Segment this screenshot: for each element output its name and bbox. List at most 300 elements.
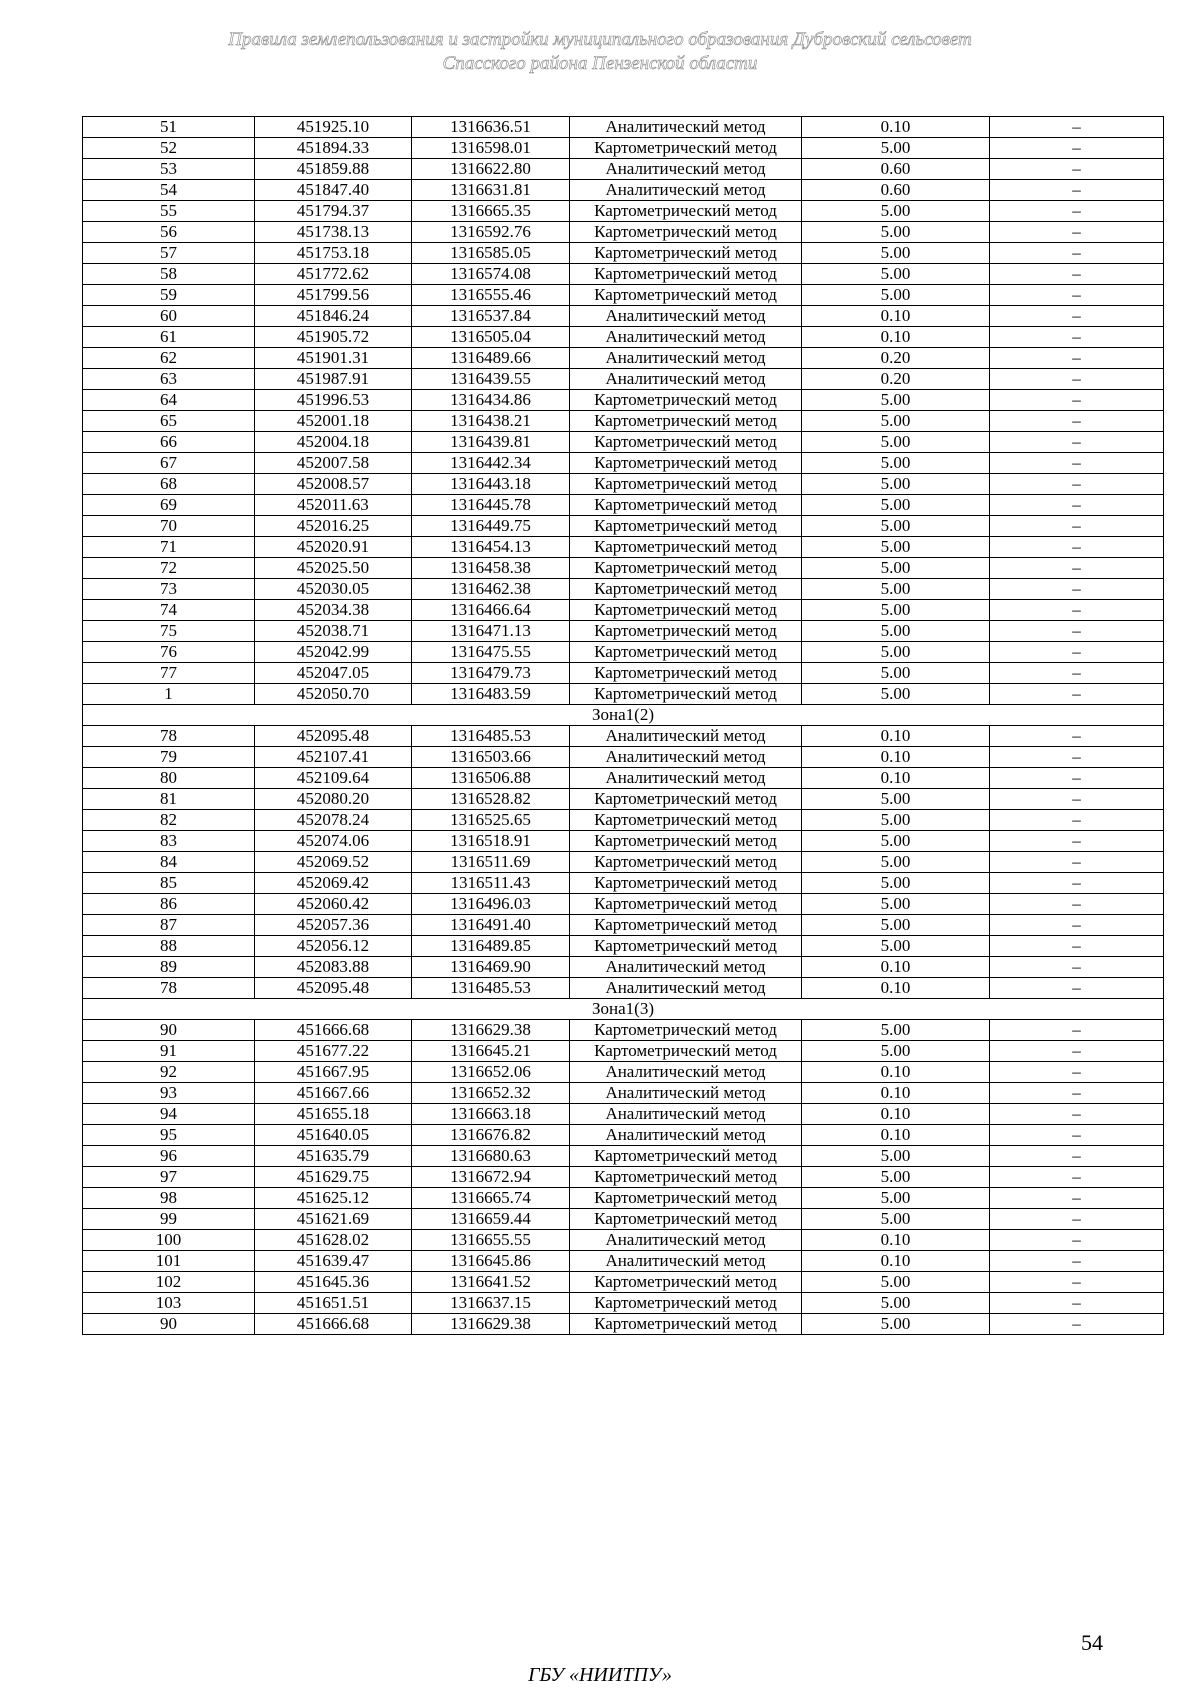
point-number-cell: 82 (83, 810, 255, 831)
description-cell: – (990, 117, 1164, 138)
method-cell: Аналитический метод (570, 747, 802, 768)
method-cell: Картометрический метод (570, 222, 802, 243)
description-cell: – (990, 390, 1164, 411)
accuracy-cell: 5.00 (802, 558, 990, 579)
method-cell: Картометрический метод (570, 852, 802, 873)
accuracy-cell: 0.10 (802, 1062, 990, 1083)
method-cell: Аналитический метод (570, 1083, 802, 1104)
description-cell: – (990, 621, 1164, 642)
x-coordinate-cell: 451901.31 (255, 348, 412, 369)
method-cell: Картометрический метод (570, 684, 802, 705)
table-row (83, 789, 1164, 810)
x-coordinate-cell: 452004.18 (255, 432, 412, 453)
description-cell: – (990, 453, 1164, 474)
y-coordinate-cell: 1316631.81 (412, 180, 570, 201)
accuracy-cell: 5.00 (802, 1146, 990, 1167)
method-cell: Картометрический метод (570, 1041, 802, 1062)
x-coordinate-cell: 451625.12 (255, 1188, 412, 1209)
description-cell: – (990, 474, 1164, 495)
accuracy-cell: 0.10 (802, 327, 990, 348)
x-coordinate-cell: 452050.70 (255, 684, 412, 705)
description-cell: – (990, 978, 1164, 999)
accuracy-cell: 5.00 (802, 852, 990, 873)
description-cell: – (990, 558, 1164, 579)
accuracy-cell: 5.00 (802, 222, 990, 243)
description-cell: – (990, 1314, 1164, 1335)
accuracy-cell: 5.00 (802, 789, 990, 810)
table-row (83, 1209, 1164, 1230)
y-coordinate-cell: 1316483.59 (412, 684, 570, 705)
table-row (83, 1146, 1164, 1167)
description-cell: – (990, 285, 1164, 306)
accuracy-cell: 0.10 (802, 768, 990, 789)
point-number-cell: 91 (83, 1041, 255, 1062)
accuracy-cell: 5.00 (802, 1314, 990, 1335)
y-coordinate-cell: 1316525.65 (412, 810, 570, 831)
point-number-cell: 94 (83, 1104, 255, 1125)
point-number-cell: 64 (83, 390, 255, 411)
point-number-cell: 54 (83, 180, 255, 201)
y-coordinate-cell: 1316652.32 (412, 1083, 570, 1104)
accuracy-cell: 0.10 (802, 1083, 990, 1104)
x-coordinate-cell: 451621.69 (255, 1209, 412, 1230)
method-cell: Картометрический метод (570, 831, 802, 852)
y-coordinate-cell: 1316489.85 (412, 936, 570, 957)
y-coordinate-cell: 1316511.69 (412, 852, 570, 873)
point-number-cell: 79 (83, 747, 255, 768)
method-cell: Картометрический метод (570, 474, 802, 495)
running-header (0, 28, 1200, 76)
x-coordinate-cell: 451639.47 (255, 1251, 412, 1272)
point-number-cell: 85 (83, 873, 255, 894)
description-cell: – (990, 810, 1164, 831)
method-cell: Картометрический метод (570, 1272, 802, 1293)
description-cell: – (990, 1230, 1164, 1251)
table-row (83, 180, 1164, 201)
table-row (83, 894, 1164, 915)
accuracy-cell: 5.00 (802, 1020, 990, 1041)
accuracy-cell: 5.00 (802, 390, 990, 411)
point-number-cell: 55 (83, 201, 255, 222)
y-coordinate-cell: 1316665.35 (412, 201, 570, 222)
accuracy-cell: 5.00 (802, 663, 990, 684)
y-coordinate-cell: 1316491.40 (412, 915, 570, 936)
accuracy-cell: 5.00 (802, 264, 990, 285)
description-cell: – (990, 789, 1164, 810)
accuracy-cell: 5.00 (802, 1272, 990, 1293)
x-coordinate-cell: 452095.48 (255, 726, 412, 747)
description-cell: – (990, 1293, 1164, 1314)
accuracy-cell: 5.00 (802, 1041, 990, 1062)
method-cell: Картометрический метод (570, 558, 802, 579)
method-cell: Картометрический метод (570, 264, 802, 285)
method-cell: Аналитический метод (570, 159, 802, 180)
y-coordinate-cell: 1316434.86 (412, 390, 570, 411)
method-cell: Аналитический метод (570, 1251, 802, 1272)
x-coordinate-cell: 451666.68 (255, 1020, 412, 1041)
description-cell: – (990, 516, 1164, 537)
description-cell: – (990, 537, 1164, 558)
zone-label: Зона1(2) (83, 705, 1164, 726)
y-coordinate-cell: 1316489.66 (412, 348, 570, 369)
table-row (83, 747, 1164, 768)
method-cell: Аналитический метод (570, 180, 802, 201)
x-coordinate-cell: 452069.52 (255, 852, 412, 873)
x-coordinate-cell: 451629.75 (255, 1167, 412, 1188)
x-coordinate-cell: 451894.33 (255, 138, 412, 159)
table-row (83, 411, 1164, 432)
accuracy-cell: 5.00 (802, 201, 990, 222)
table-row (83, 159, 1164, 180)
x-coordinate-cell: 451666.68 (255, 1314, 412, 1335)
point-number-cell: 69 (83, 495, 255, 516)
accuracy-cell: 5.00 (802, 642, 990, 663)
y-coordinate-cell: 1316439.81 (412, 432, 570, 453)
accuracy-cell: 5.00 (802, 915, 990, 936)
accuracy-cell: 0.10 (802, 306, 990, 327)
point-number-cell: 78 (83, 726, 255, 747)
point-number-cell: 96 (83, 1146, 255, 1167)
x-coordinate-cell: 452056.12 (255, 936, 412, 957)
zone-header-row (83, 705, 1164, 726)
description-cell: – (990, 432, 1164, 453)
table-row (83, 978, 1164, 999)
x-coordinate-cell: 452025.50 (255, 558, 412, 579)
x-coordinate-cell: 452011.63 (255, 495, 412, 516)
x-coordinate-cell: 451859.88 (255, 159, 412, 180)
y-coordinate-cell: 1316466.64 (412, 600, 570, 621)
table-row (83, 915, 1164, 936)
table-row (83, 663, 1164, 684)
point-number-cell: 88 (83, 936, 255, 957)
point-number-cell: 97 (83, 1167, 255, 1188)
table-row (83, 348, 1164, 369)
x-coordinate-cell: 451655.18 (255, 1104, 412, 1125)
y-coordinate-cell: 1316442.34 (412, 453, 570, 474)
point-number-cell: 61 (83, 327, 255, 348)
x-coordinate-cell: 452034.38 (255, 600, 412, 621)
accuracy-cell: 0.10 (802, 1125, 990, 1146)
table-row (83, 642, 1164, 663)
table-row (83, 600, 1164, 621)
accuracy-cell: 5.00 (802, 1188, 990, 1209)
method-cell: Картометрический метод (570, 579, 802, 600)
point-number-cell: 57 (83, 243, 255, 264)
point-number-cell: 89 (83, 957, 255, 978)
y-coordinate-cell: 1316659.44 (412, 1209, 570, 1230)
method-cell: Картометрический метод (570, 936, 802, 957)
method-cell: Аналитический метод (570, 1062, 802, 1083)
method-cell: Картометрический метод (570, 1293, 802, 1314)
table-row (83, 432, 1164, 453)
x-coordinate-cell: 451628.02 (255, 1230, 412, 1251)
accuracy-cell: 5.00 (802, 537, 990, 558)
point-number-cell: 65 (83, 411, 255, 432)
y-coordinate-cell: 1316680.63 (412, 1146, 570, 1167)
table-row (83, 495, 1164, 516)
description-cell: – (990, 180, 1164, 201)
point-number-cell: 60 (83, 306, 255, 327)
table-row (83, 306, 1164, 327)
header-line-2: Спасского района Пензенской области (442, 53, 758, 74)
accuracy-cell: 5.00 (802, 495, 990, 516)
y-coordinate-cell: 1316629.38 (412, 1020, 570, 1041)
y-coordinate-cell: 1316645.86 (412, 1251, 570, 1272)
y-coordinate-cell: 1316555.46 (412, 285, 570, 306)
x-coordinate-cell: 451987.91 (255, 369, 412, 390)
y-coordinate-cell: 1316462.38 (412, 579, 570, 600)
y-coordinate-cell: 1316438.21 (412, 411, 570, 432)
table-row (83, 1020, 1164, 1041)
method-cell: Картометрический метод (570, 1167, 802, 1188)
accuracy-cell: 5.00 (802, 516, 990, 537)
y-coordinate-cell: 1316598.01 (412, 138, 570, 159)
method-cell: Аналитический метод (570, 327, 802, 348)
point-number-cell: 87 (83, 915, 255, 936)
table-row (83, 1167, 1164, 1188)
method-cell: Аналитический метод (570, 1104, 802, 1125)
method-cell: Картометрический метод (570, 1209, 802, 1230)
x-coordinate-cell: 452020.91 (255, 537, 412, 558)
method-cell: Аналитический метод (570, 369, 802, 390)
method-cell: Картометрический метод (570, 390, 802, 411)
description-cell: – (990, 1188, 1164, 1209)
x-coordinate-cell: 452001.18 (255, 411, 412, 432)
point-number-cell: 56 (83, 222, 255, 243)
point-number-cell: 76 (83, 642, 255, 663)
description-cell: – (990, 936, 1164, 957)
table-row (83, 264, 1164, 285)
accuracy-cell: 5.00 (802, 1209, 990, 1230)
accuracy-cell: 5.00 (802, 243, 990, 264)
table-row (83, 243, 1164, 264)
point-number-cell: 75 (83, 621, 255, 642)
y-coordinate-cell: 1316511.43 (412, 873, 570, 894)
table-row (83, 1314, 1164, 1335)
point-number-cell: 66 (83, 432, 255, 453)
description-cell: – (990, 306, 1164, 327)
accuracy-cell: 5.00 (802, 873, 990, 894)
x-coordinate-cell: 451635.79 (255, 1146, 412, 1167)
accuracy-cell: 0.10 (802, 117, 990, 138)
table-row (83, 1188, 1164, 1209)
y-coordinate-cell: 1316479.73 (412, 663, 570, 684)
table-row (83, 558, 1164, 579)
x-coordinate-cell: 451667.95 (255, 1062, 412, 1083)
y-coordinate-cell: 1316574.08 (412, 264, 570, 285)
table-row (83, 117, 1164, 138)
method-cell: Аналитический метод (570, 117, 802, 138)
x-coordinate-cell: 452069.42 (255, 873, 412, 894)
x-coordinate-cell: 451996.53 (255, 390, 412, 411)
description-cell: – (990, 1041, 1164, 1062)
point-number-cell: 86 (83, 894, 255, 915)
x-coordinate-cell: 451677.22 (255, 1041, 412, 1062)
y-coordinate-cell: 1316458.38 (412, 558, 570, 579)
table-row (83, 1251, 1164, 1272)
table-row (83, 1230, 1164, 1251)
x-coordinate-cell: 451847.40 (255, 180, 412, 201)
description-cell: – (990, 663, 1164, 684)
point-number-cell: 93 (83, 1083, 255, 1104)
table-row (83, 579, 1164, 600)
x-coordinate-cell: 451753.18 (255, 243, 412, 264)
point-number-cell: 58 (83, 264, 255, 285)
y-coordinate-cell: 1316496.03 (412, 894, 570, 915)
y-coordinate-cell: 1316636.51 (412, 117, 570, 138)
point-number-cell: 92 (83, 1062, 255, 1083)
accuracy-cell: 5.00 (802, 894, 990, 915)
method-cell: Картометрический метод (570, 642, 802, 663)
table-row (83, 1041, 1164, 1062)
method-cell: Аналитический метод (570, 978, 802, 999)
accuracy-cell: 5.00 (802, 831, 990, 852)
method-cell: Картометрический метод (570, 537, 802, 558)
method-cell: Картометрический метод (570, 453, 802, 474)
description-cell: – (990, 222, 1164, 243)
y-coordinate-cell: 1316528.82 (412, 789, 570, 810)
description-cell: – (990, 873, 1164, 894)
point-number-cell: 67 (83, 453, 255, 474)
accuracy-cell: 5.00 (802, 138, 990, 159)
method-cell: Картометрический метод (570, 1146, 802, 1167)
point-number-cell: 68 (83, 474, 255, 495)
point-number-cell: 70 (83, 516, 255, 537)
x-coordinate-cell: 452047.05 (255, 663, 412, 684)
y-coordinate-cell: 1316439.55 (412, 369, 570, 390)
method-cell: Картометрический метод (570, 495, 802, 516)
description-cell: – (990, 768, 1164, 789)
x-coordinate-cell: 452078.24 (255, 810, 412, 831)
method-cell: Картометрический метод (570, 201, 802, 222)
table-row (83, 1293, 1164, 1314)
table-row (83, 138, 1164, 159)
table-row (83, 831, 1164, 852)
method-cell: Картометрический метод (570, 915, 802, 936)
coordinates-table (82, 116, 1164, 1335)
y-coordinate-cell: 1316471.13 (412, 621, 570, 642)
y-coordinate-cell: 1316469.90 (412, 957, 570, 978)
table-row (83, 285, 1164, 306)
header-line-1: Правила землепользования и застройки муниципального образования Дубровский сельсовет (228, 29, 972, 50)
x-coordinate-cell: 451799.56 (255, 285, 412, 306)
method-cell: Картометрический метод (570, 789, 802, 810)
x-coordinate-cell: 452030.05 (255, 579, 412, 600)
table-row (83, 516, 1164, 537)
y-coordinate-cell: 1316475.55 (412, 642, 570, 663)
y-coordinate-cell: 1316506.88 (412, 768, 570, 789)
y-coordinate-cell: 1316592.76 (412, 222, 570, 243)
method-cell: Картометрический метод (570, 516, 802, 537)
method-cell: Аналитический метод (570, 1230, 802, 1251)
accuracy-cell: 0.10 (802, 957, 990, 978)
x-coordinate-cell: 451667.66 (255, 1083, 412, 1104)
x-coordinate-cell: 452007.58 (255, 453, 412, 474)
description-cell: – (990, 579, 1164, 600)
method-cell: Аналитический метод (570, 348, 802, 369)
point-number-cell: 101 (83, 1251, 255, 1272)
accuracy-cell: 0.10 (802, 1251, 990, 1272)
y-coordinate-cell: 1316645.21 (412, 1041, 570, 1062)
accuracy-cell: 5.00 (802, 1293, 990, 1314)
y-coordinate-cell: 1316485.53 (412, 978, 570, 999)
description-cell: – (990, 684, 1164, 705)
method-cell: Картометрический метод (570, 873, 802, 894)
accuracy-cell: 0.60 (802, 180, 990, 201)
table-row (83, 201, 1164, 222)
x-coordinate-cell: 451925.10 (255, 117, 412, 138)
point-number-cell: 103 (83, 1293, 255, 1314)
method-cell: Картометрический метод (570, 621, 802, 642)
table-row (83, 327, 1164, 348)
x-coordinate-cell: 452016.25 (255, 516, 412, 537)
description-cell: – (990, 1251, 1164, 1272)
point-number-cell: 100 (83, 1230, 255, 1251)
point-number-cell: 95 (83, 1125, 255, 1146)
x-coordinate-cell: 452095.48 (255, 978, 412, 999)
y-coordinate-cell: 1316443.18 (412, 474, 570, 495)
point-number-cell: 73 (83, 579, 255, 600)
table-row (83, 621, 1164, 642)
method-cell: Картометрический метод (570, 1188, 802, 1209)
x-coordinate-cell: 451905.72 (255, 327, 412, 348)
description-cell: – (990, 852, 1164, 873)
y-coordinate-cell: 1316537.84 (412, 306, 570, 327)
accuracy-cell: 5.00 (802, 936, 990, 957)
accuracy-cell: 5.00 (802, 1167, 990, 1188)
zone-header-row (83, 999, 1164, 1020)
accuracy-cell: 5.00 (802, 621, 990, 642)
point-number-cell: 102 (83, 1272, 255, 1293)
description-cell: – (990, 600, 1164, 621)
page-number: 54 (1081, 1630, 1103, 1655)
accuracy-cell: 5.00 (802, 579, 990, 600)
y-coordinate-cell: 1316449.75 (412, 516, 570, 537)
method-cell: Картометрический метод (570, 138, 802, 159)
y-coordinate-cell: 1316652.06 (412, 1062, 570, 1083)
description-cell: – (990, 1209, 1164, 1230)
x-coordinate-cell: 452109.64 (255, 768, 412, 789)
x-coordinate-cell: 452057.36 (255, 915, 412, 936)
table-row (83, 222, 1164, 243)
point-number-cell: 53 (83, 159, 255, 180)
method-cell: Аналитический метод (570, 957, 802, 978)
y-coordinate-cell: 1316505.04 (412, 327, 570, 348)
y-coordinate-cell: 1316641.52 (412, 1272, 570, 1293)
point-number-cell: 90 (83, 1314, 255, 1335)
table-row (83, 957, 1164, 978)
accuracy-cell: 5.00 (802, 810, 990, 831)
y-coordinate-cell: 1316629.38 (412, 1314, 570, 1335)
description-cell: – (990, 159, 1164, 180)
point-number-cell: 74 (83, 600, 255, 621)
point-number-cell: 77 (83, 663, 255, 684)
table-row (83, 369, 1164, 390)
description-cell: – (990, 495, 1164, 516)
method-cell: Картометрический метод (570, 432, 802, 453)
x-coordinate-cell: 451651.51 (255, 1293, 412, 1314)
description-cell: – (990, 1062, 1164, 1083)
method-cell: Картометрический метод (570, 663, 802, 684)
method-cell: Картометрический метод (570, 285, 802, 306)
accuracy-cell: 0.10 (802, 726, 990, 747)
x-coordinate-cell: 451772.62 (255, 264, 412, 285)
method-cell: Картометрический метод (570, 1020, 802, 1041)
table-row (83, 1062, 1164, 1083)
accuracy-cell: 0.10 (802, 747, 990, 768)
accuracy-cell: 0.10 (802, 1104, 990, 1125)
y-coordinate-cell: 1316454.13 (412, 537, 570, 558)
